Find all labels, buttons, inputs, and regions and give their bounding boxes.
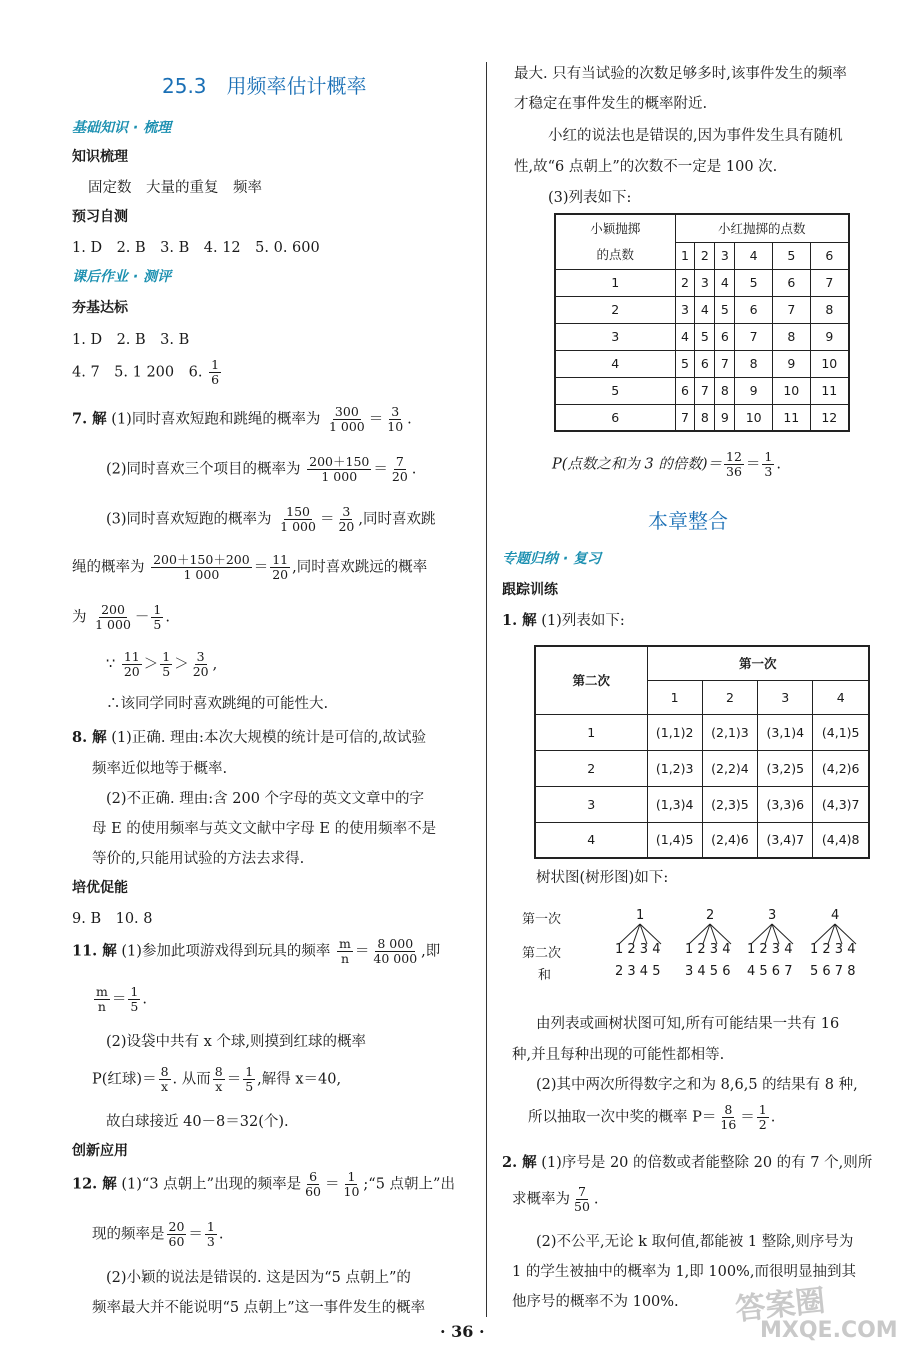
table-cell: 1 xyxy=(675,242,695,269)
tree-node-first: 4 xyxy=(831,908,840,923)
q11-line-4: P(红球)＝ $\frac{8}{x}$ . 从而 $\frac{8}{x}$ ＝ $\frac{1}{5}$ ,解得 x＝40, xyxy=(92,1064,342,1094)
table-cell: (1,1)2 xyxy=(647,714,702,750)
g-line-4: (2)其中两次所得数字之和为 8,6,5 的结果有 8 种, xyxy=(536,1077,858,1093)
table-row xyxy=(535,750,869,786)
table-cell: 4 xyxy=(735,242,773,269)
table-cell: 11 xyxy=(772,404,810,431)
table-cell: 7 xyxy=(772,296,810,323)
table-cell: 4 xyxy=(535,822,647,858)
table-cell: 1 xyxy=(535,714,647,750)
tree-node-first: 3 xyxy=(768,908,777,923)
h-line-2: 求概率为 $\frac{7}{50}$ . xyxy=(512,1184,599,1214)
r-line-5: (3)列表如下: xyxy=(548,190,632,206)
table-cell: 10 xyxy=(772,377,810,404)
table-cell: (1,4)5 xyxy=(647,822,702,858)
tree-label-first: 第一次 xyxy=(522,912,562,927)
table-cell: 9 xyxy=(735,377,773,404)
g1-line: 1. 解 (1)列表如下: xyxy=(502,612,625,629)
q7-line-5: 为 $\frac{200}{1 000}$ － $\frac{1}{5}$ . xyxy=(72,602,170,632)
table-row xyxy=(555,214,849,242)
preview-answers: 1. D 2. B 3. B 4. 12 5. 0. 600 xyxy=(72,240,320,256)
tree-label-sum: 和 xyxy=(538,968,552,983)
table-row xyxy=(555,350,849,377)
q11-line-5: 故白球接近 40－8＝32(个). xyxy=(106,1114,289,1130)
q8-line-2: 频率近似地等于概率. xyxy=(92,761,228,777)
table-cell: 2 xyxy=(695,242,715,269)
q7-line-3: (3)同时喜欢短跑的概率为 $\frac{150}{1 000}$ ＝ $\frac{3}{20}$ ,同时喜欢跳 xyxy=(106,504,436,534)
subheading-innovation: 创新应用 xyxy=(72,1143,128,1159)
h-line-4: 1 的学生被抽中的概率为 1,即 100%,而很明显抽到其 xyxy=(512,1264,856,1280)
probability-line: P(点数之和为 3 的倍数)＝ $\frac{12}{36}$ ＝ $\frac{1}{3}$ . xyxy=(552,449,781,479)
table-cell: 第二次 xyxy=(535,646,647,714)
fraction: $\frac{1}{6}$ xyxy=(211,357,220,387)
table-cell: 5 xyxy=(695,323,715,350)
q8-line-1: 8. 解 (1)正确. 理由:本次大规模的统计是可信的,故试验 xyxy=(72,729,427,746)
table-cell: 2 xyxy=(702,680,757,714)
table-cell: 小颖抛掷 的点数 xyxy=(555,214,675,269)
q12-line-3: (2)小颖的说法是错误的. 这是因为“5 点朝上”的 xyxy=(106,1270,411,1286)
table-cell: 第一次 xyxy=(647,646,869,680)
table-cell: 5 xyxy=(772,242,810,269)
q12-line-2: 现的频率是 $\frac{20}{60}$ ＝ $\frac{1}{3}$ . xyxy=(92,1219,224,1249)
r-line-2: 才稳定在事件发生的概率附近. xyxy=(514,96,708,112)
dice-sum-table xyxy=(554,213,850,432)
q12-line-4: 频率最大并不能说明“5 点朝上”这一事件发生的概率 xyxy=(92,1300,426,1316)
table-cell: (3,1)4 xyxy=(758,714,813,750)
table-row xyxy=(535,786,869,822)
table-row xyxy=(555,377,849,404)
tree-sums: 3 4 5 6 xyxy=(685,964,731,979)
table-cell: (4,1)5 xyxy=(813,714,869,750)
watermark-url: MXQE.COM xyxy=(760,1318,898,1343)
table-cell: (2,3)5 xyxy=(702,786,757,822)
table-cell: 6 xyxy=(695,350,715,377)
subheading-knowledge: 知识梳理 xyxy=(72,149,128,165)
section-title: 25.3 用频率估计概率 xyxy=(162,74,367,98)
table-cell: 3 xyxy=(695,269,715,296)
q7-conclusion: ∴该同学同时喜欢跳绳的可能性大. xyxy=(106,696,329,712)
table-cell: 4 xyxy=(813,680,869,714)
table-cell: 7 xyxy=(715,350,735,377)
tree-diagram xyxy=(522,906,882,986)
r-line-3: 小红的说法也是错误的,因为事件发生具有随机 xyxy=(548,128,843,144)
q7-line-1: 7. 解 (1)同时喜欢短跑和跳绳的概率为 $\frac{300}{1 000}$ ＝ $\frac{3}{10}$ . xyxy=(72,404,412,434)
table-cell: 6 xyxy=(555,404,675,431)
table-cell: 3 xyxy=(535,786,647,822)
table-cell: 6 xyxy=(675,377,695,404)
tree-nodes-second: 1 2 3 4 xyxy=(615,942,661,957)
table-row xyxy=(535,646,869,680)
table-cell: (3,3)6 xyxy=(758,786,813,822)
table-cell: 5 xyxy=(675,350,695,377)
table-cell: (1,2)3 xyxy=(647,750,702,786)
column-divider xyxy=(486,62,487,1317)
tree-nodes-second: 1 2 3 4 xyxy=(747,942,793,957)
tree-node-first: 1 xyxy=(636,908,645,923)
subheading-advanced: 培优促能 xyxy=(72,880,128,896)
table-cell: (2,2)4 xyxy=(702,750,757,786)
table-cell: (2,1)3 xyxy=(702,714,757,750)
g-line-2: 由列表或画树状图可知,所有可能结果一共有 16 xyxy=(536,1016,840,1032)
table-cell: 11 xyxy=(810,377,849,404)
table-cell: 8 xyxy=(735,350,773,377)
table-cell: 8 xyxy=(715,377,735,404)
h-line-1: 2. 解 (1)序号是 20 的倍数或者能整除 20 的有 7 个,则所 xyxy=(502,1154,873,1171)
table-cell: 4 xyxy=(555,350,675,377)
subheading-tracking: 跟踪训练 xyxy=(502,582,558,598)
knowledge-answer: 固定数 大量的重复 频率 xyxy=(88,180,262,196)
q7-line-6: ∵ $\frac{11}{20}$ ＞ $\frac{1}{5}$ ＞ $\frac{3}{20}$ , xyxy=(106,649,218,679)
table-cell: 10 xyxy=(735,404,773,431)
subheading-foundation: 夯基达标 xyxy=(72,300,128,316)
table-cell: 3 xyxy=(715,242,735,269)
tree-node-first: 2 xyxy=(706,908,715,923)
chapter-summary-title: 本章整合 xyxy=(648,509,728,533)
table-cell: 9 xyxy=(810,323,849,350)
table-cell: 7 xyxy=(675,404,695,431)
table-row xyxy=(555,296,849,323)
table-cell: 5 xyxy=(715,296,735,323)
table-cell: 2 xyxy=(675,269,695,296)
table-row xyxy=(555,323,849,350)
table-cell: 9 xyxy=(715,404,735,431)
advanced-answers: 9. B 10. 8 xyxy=(72,911,153,927)
q7-line-4: 绳的概率为 $\frac{200+150+200}{1 000}$ ＝ $\frac{11}{20}$ ,同时喜欢跳远的概率 xyxy=(72,552,428,582)
table-cell: 6 xyxy=(715,323,735,350)
q8-line-5: 等价的,只能用试验的方法去求得. xyxy=(92,851,305,867)
table-cell: 9 xyxy=(772,350,810,377)
q7-line-2: (2)同时喜欢三个项目的概率为 $\frac{200+150}{1 000}$ ＝ $\frac{7}{20}$ . xyxy=(106,454,417,484)
h-line-3: (2)不公平,无论 k 取何值,都能被 1 整除,则序号为 xyxy=(536,1234,854,1250)
table-cell: 1 xyxy=(555,269,675,296)
table-cell: (1,3)4 xyxy=(647,786,702,822)
foundation-answers-1: 1. D 2. B 3. B xyxy=(72,332,190,348)
table-cell: 8 xyxy=(772,323,810,350)
q12-line-1: 12. 解 (1)“3 点朝上”出现的频率是 $\frac{6}{60}$ ＝ $\frac{1}{10}$ ;“5 点朝上”出 xyxy=(72,1169,455,1199)
table-cell: 8 xyxy=(695,404,715,431)
table-cell: 4 xyxy=(715,269,735,296)
tree-sums: 5 6 7 8 xyxy=(810,964,856,979)
table-cell: 6 xyxy=(772,269,810,296)
watermark-logo: 答案圈 xyxy=(733,1283,827,1328)
q8-line-4: 母 E 的使用频率与英文文献中字母 E 的使用频率不是 xyxy=(92,821,437,837)
table-cell: 6 xyxy=(735,296,773,323)
g-line-5: 所以抽取一次中奖的概率 P＝ $\frac{8}{16}$ ＝ $\frac{1}{2}$ . xyxy=(528,1102,776,1132)
heading-homework: 课后作业 · 测评 xyxy=(72,269,172,285)
r-line-1: 最大. 只有当试验的次数足够多时,该事件发生的频率 xyxy=(514,66,847,82)
table-cell: 12 xyxy=(810,404,849,431)
heading-review: 专题归纳 · 复习 xyxy=(502,551,602,567)
table-cell: 3 xyxy=(758,680,813,714)
q11-line-3: (2)设袋中共有 x 个球,则摸到红球的概率 xyxy=(106,1034,367,1050)
page-number: · 36 · xyxy=(440,1322,485,1341)
table-cell: (4,4)8 xyxy=(813,822,869,858)
table-cell: 5 xyxy=(735,269,773,296)
table-cell: (3,2)5 xyxy=(758,750,813,786)
table-cell: 4 xyxy=(675,323,695,350)
table-row xyxy=(535,714,869,750)
table-cell: 2 xyxy=(555,296,675,323)
table-cell: (2,4)6 xyxy=(702,822,757,858)
tree-intro: 树状图(树形图)如下: xyxy=(536,870,669,886)
tree-label-second: 第二次 xyxy=(522,946,562,961)
table-cell: 7 xyxy=(695,377,715,404)
table-cell: 7 xyxy=(735,323,773,350)
table-cell: 4 xyxy=(695,296,715,323)
table-cell: 6 xyxy=(810,242,849,269)
foundation-answers-2: 4. 7 5. 1 200 6. $\frac{1}{6}$ xyxy=(72,357,220,387)
table-cell: 2 xyxy=(535,750,647,786)
heading-basic-knowledge: 基础知识 · 梳理 xyxy=(72,120,172,136)
tree-nodes-second: 1 2 3 4 xyxy=(685,942,731,957)
g-line-3: 种,并且每种出现的可能性都相等. xyxy=(512,1047,725,1063)
table-cell: 3 xyxy=(555,323,675,350)
table-cell: (3,4)7 xyxy=(758,822,813,858)
table-cell: 5 xyxy=(555,377,675,404)
table-cell: 3 xyxy=(675,296,695,323)
table-cell: (4,3)7 xyxy=(813,786,869,822)
table-cell: 10 xyxy=(810,350,849,377)
table-row xyxy=(555,404,849,431)
h-line-5: 他序号的概率不为 100%. xyxy=(512,1294,679,1310)
q11-line-2: $\frac{m}{n}$ ＝ $\frac{1}{5}$ . xyxy=(96,984,147,1014)
table-row xyxy=(555,269,849,296)
q11-line-1: 11. 解 (1)参加此项游戏得到玩具的频率 $\frac{m}{n}$ ＝ $\frac{8 000}{40 000}$ ,即 xyxy=(72,936,441,966)
q8-line-3: (2)不正确. 理由:含 200 个字母的英文文章中的字 xyxy=(106,791,425,807)
table-cell: 小红抛掷的点数 xyxy=(675,214,849,242)
table-cell: 7 xyxy=(810,269,849,296)
tree-sums: 4 5 6 7 xyxy=(747,964,793,979)
r-line-4: 性,故“6 点朝上”的次数不一定是 100 次. xyxy=(514,159,778,175)
draw-results-table xyxy=(534,645,870,859)
table-row xyxy=(535,822,869,858)
table-cell: 1 xyxy=(647,680,702,714)
tree-nodes-second: 1 2 3 4 xyxy=(810,942,856,957)
tree-sums: 2 3 4 5 xyxy=(615,964,661,979)
subheading-preview: 预习自测 xyxy=(72,209,128,225)
table-cell: (4,2)6 xyxy=(813,750,869,786)
table-cell: 8 xyxy=(810,296,849,323)
